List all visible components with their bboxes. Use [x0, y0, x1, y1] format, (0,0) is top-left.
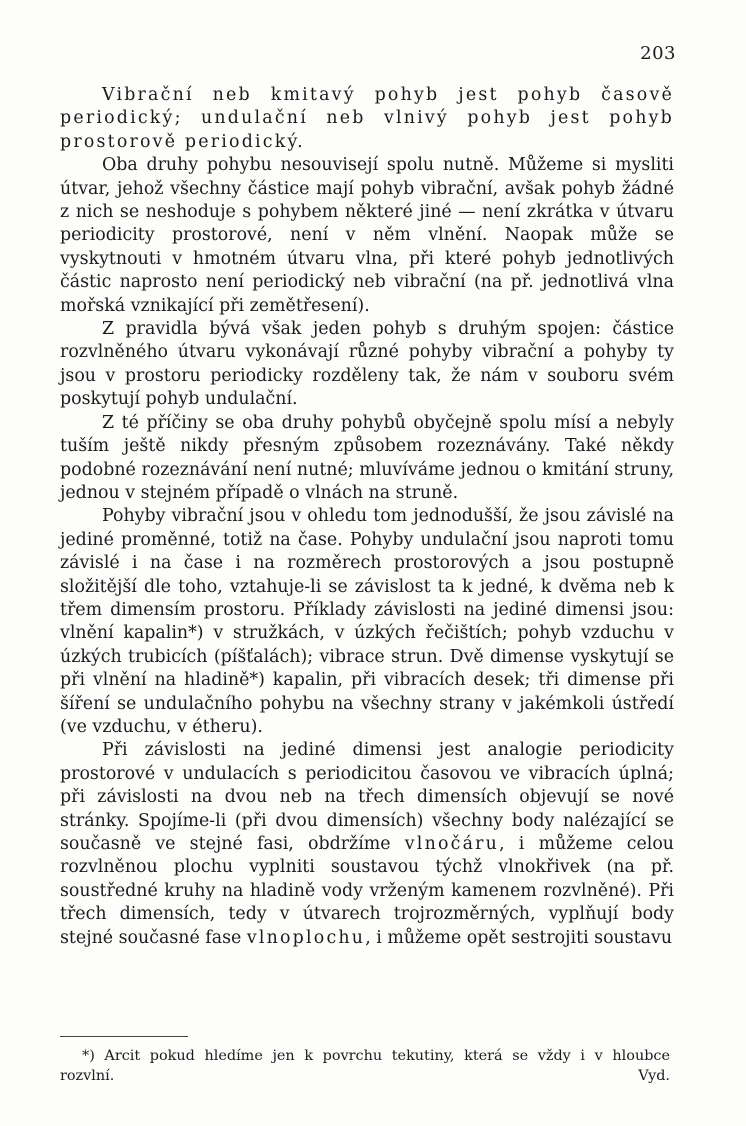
footnote-divider	[60, 1036, 188, 1037]
footnote	[60, 1046, 670, 1086]
paragraph-text: , i můžeme opět sestrojiti soustavu	[365, 927, 673, 948]
footnote-line-2	[60, 1066, 670, 1086]
paragraph	[60, 412, 674, 506]
emphasized-text: Vibrační neb kmitavý pohyb jest pohyb časově periodický; undulační neb vlnivý pohyb jest pohyb prostorově periodický.	[60, 85, 674, 152]
paragraph	[60, 84, 674, 154]
body-text	[60, 84, 674, 950]
paragraph-text: Oba druhy pohybu nesouvisejí spolu nutně. Můžeme si mysliti útvar, jehož všechny částice mají pohyb vibrační, avšak pohyb žádné z nich se neshoduje s pohybem některé jiné — není zkrátka v útvaru periodicity prostorové, není v něm vlnění. Naopak může se vyskytnouti v hmotném útvaru vlna, při které pohyb jednotlivých částic naprosto není periodický neb vibrační (na př. jednotlivá vlna mořská vznikající při zemětřesení).	[60, 155, 674, 316]
paragraph-text: Při závislosti na jediné dimensi jest analogie periodicity prostorové v undulacích s periodicitou časovou ve vibracích úplná; při závislosti na dvou neb na třech dimensích objevují se nové stránky. Spojíme-li (při dvou dimensích) všechny body nalézající se současně ve stejné fasi, obdržíme	[60, 740, 674, 854]
paragraph	[60, 318, 674, 412]
page-number: 203	[640, 43, 676, 64]
footnote-signature: Vyd.	[638, 1068, 670, 1084]
paragraph-text: Pohyby vibrační jsou v ohledu tom jednodušší, že jsou závislé na jediné proměnné, totiž na čase. Pohyby undulační jsou naproti tomu závislé i na čase i na rozměrech prostorových a jsou postupně složitější dle toho, vztahuje-li se závislost ta k jedné, k dvěma neb k třem dimensím prostoru. Příklady závislosti na jediné dimensi jsou: vlnění kapalin*) v stružkách, v úzkých řečištích; pohyb vzduchu v úzkých trubicích (píšťalách); vibrace strun. Dvě dimense vyskytují se při vlnění na hladině*) kapalin, při vibracích desek; tři dimense při šíření se undulačního pohybu na všechny strany v jakémkoli ústředí (ve vzduchu, v étheru).	[60, 506, 674, 737]
paragraph	[60, 505, 674, 739]
paragraph-text: Z pravidla bývá však jeden pohyb s druhým spojen: částice rozvlněného útvaru vykonávají různé pohyby vibrační a pohyby ty jsou v prostoru periodicky rozděleny tak, že nám v souboru svém poskytují pohyb undulační.	[60, 319, 674, 410]
emphasized-text: vlnočáru	[404, 834, 500, 854]
footnote-continuation: rozvlní.	[60, 1068, 115, 1084]
paragraph	[60, 154, 674, 318]
footnote-line-1: *) Arcit pokud hledíme jen k povrchu tekutiny, která se vždy i v hloubce	[82, 1048, 670, 1064]
paragraph-text: , i můžeme celou rozvlněnou plochu vyplniti soustavou týchž vlnokřivek (na př. soustředné kruhy na hladině vody vrženým kamenem rozvlněné). Při třech dimensích, tedy v útvarech trojrozměrných, vyplňují body stejné současné fase	[60, 834, 674, 948]
paragraph-text: Z té příčiny se oba druhy pohybů obyčejně spolu mísí a nebyly tuším ještě nikdy přesným způsobem rozeznávány. Také někdy podobné rozeznávání není nutné; mluvíváme jednou o kmitání struny, jednou v stejném případě o vlnách na struně.	[60, 412, 674, 503]
emphasized-text: vlnoplochu	[246, 927, 366, 948]
paragraph	[60, 739, 674, 950]
